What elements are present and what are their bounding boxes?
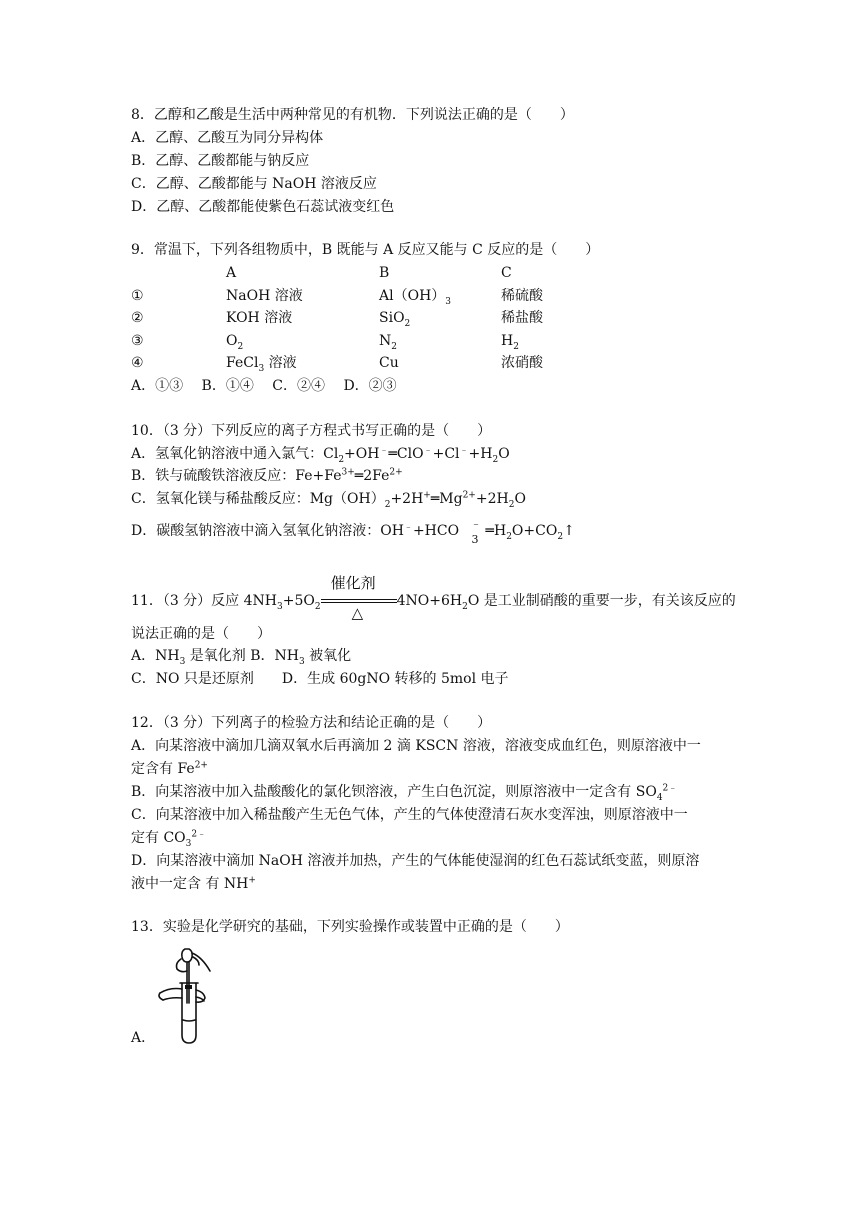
q8-option-a: A．乙醇、乙酸互为同分异构体	[131, 130, 324, 146]
q10-option-d: D．碳酸氢钠溶液中滴入氢氧化钠溶液：OH﹣+HCO ﹣ 3 $═H_2O+CO_2↑$	[131, 517, 575, 546]
header-b: B	[379, 265, 390, 281]
q8-option-c: C．乙醇、乙酸都能与 NaOH 溶液反应	[131, 176, 377, 192]
q10-stem: 10．（3 分）下列反应的离子方程式书写正确的是（ ）	[131, 423, 492, 439]
q11-options-cd: C．NO 只是还原剂 D．生成 60gNO 转移的 5mol 电子	[131, 671, 509, 687]
q11-options-ab: A．$NH_3$ 是氧化剂 B．$NH_3$ 被氧化	[131, 648, 352, 667]
cell: KOH 溶液	[226, 310, 293, 326]
q11-stem-cont: 说法正确的是（ ）	[131, 626, 271, 642]
q8-stem: 8．乙醇和乙酸是生活中两种常见的有机物．下列说法正确的是（ ）	[131, 107, 574, 123]
q8-option-d: D．乙醇、乙酸都能使紫色石蕊试液变红色	[131, 199, 395, 215]
cell: 浓硝酸	[501, 355, 543, 371]
q9-stem: 9．常温下，下列各组物质中，B 既能与 A 反应又能与 C 反应的是（ ）	[131, 242, 600, 258]
test-tube-dropper-illustration	[155, 945, 235, 1045]
header-a: A	[226, 265, 237, 281]
table-row	[131, 307, 691, 330]
q12-option-d-line1: D．向某溶液中滴加 NaOH 溶液并加热，产生的气体能使湿润的红色石蕊试纸变蓝，则原溶	[131, 853, 700, 869]
q12-option-b: B．向某溶液中加入盐酸酸化的氯化钡溶液，产生白色沉淀，则原溶液中一定含有 $SO_4^{2﹣}$	[131, 783, 678, 803]
q9-table	[131, 262, 691, 375]
q10-option-a: A．氢氧化钠溶液中通入氯气：$Cl_2+OH^﹣═ClO^﹣+Cl^﹣+H_2O$	[131, 445, 510, 465]
row-label: ②	[131, 310, 144, 326]
q13-option-a: A．	[131, 1030, 156, 1046]
q12-option-a-line1: A．向某溶液中滴加几滴双氧水后再滴加 2 滴 KSCN 溶液，溶液变成血红色，则原溶液中一	[131, 738, 701, 754]
cell: $N_2$	[379, 332, 397, 352]
cell: $Al(OH)_3$	[379, 287, 452, 307]
q12-option-c-line1: C．向某溶液中加入稀盐酸产生无色气体，产生的气体使澄清石灰水变浑浊，则原溶液中一	[131, 807, 688, 823]
cell: NaOH 溶液	[226, 287, 303, 304]
table-row	[131, 330, 691, 353]
table-row	[131, 352, 691, 375]
row-label: ③	[131, 332, 144, 349]
row-label: ④	[131, 355, 144, 371]
q12-stem: 12．（3 分）下列离子的检验方法和结论正确的是（ ）	[131, 715, 492, 731]
cell: SiO$_2$	[379, 310, 411, 329]
q10-option-b: B．铁与硫酸铁溶液反应：$Fe+Fe^{3+}═2Fe^{2+}$	[131, 467, 403, 484]
cell: 稀硫酸	[501, 287, 543, 304]
table-row	[131, 285, 691, 308]
cell: $H_2$	[501, 332, 519, 352]
cell: 稀盐酸	[501, 310, 543, 326]
q12-option-c-line2: 定有 $CO_3^{2﹣}$	[131, 829, 207, 849]
q12-option-d-line2: 液中一定含 有 NH+	[131, 875, 256, 892]
q9-options: A．①③ B．①④ C．②④ D．②③	[131, 378, 397, 394]
row-label: ①	[131, 287, 144, 304]
q12-option-a-line2: 定含有 $Fe^{2+}$	[131, 760, 208, 777]
cell: Cu	[379, 355, 399, 371]
header-c: C	[501, 265, 512, 281]
q10-option-c: C．氢氧化镁与稀盐酸反应：$Mg(OH)_2+2H^+═Mg^{2+}+2H_2O$	[131, 490, 526, 510]
q13-stem: 13．实验是化学研究的基础，下列实验操作或装置中正确的是（ ）	[131, 919, 569, 935]
cell: FeCl$_3$ 溶液	[226, 355, 297, 374]
q11-stem: 11．（3 分）反应 $4NH_3+5O_2$ 催化剂 △ $4NO+6H_2O$ 是工业制硝酸的重要一步，有关该反应的	[131, 574, 736, 622]
table-header-row	[131, 262, 691, 285]
reaction-arrow: 催化剂 △	[321, 591, 397, 611]
q8-option-b: B．乙醇、乙酸都能与钠反应	[131, 153, 310, 169]
cell: $O_2$	[226, 332, 244, 352]
